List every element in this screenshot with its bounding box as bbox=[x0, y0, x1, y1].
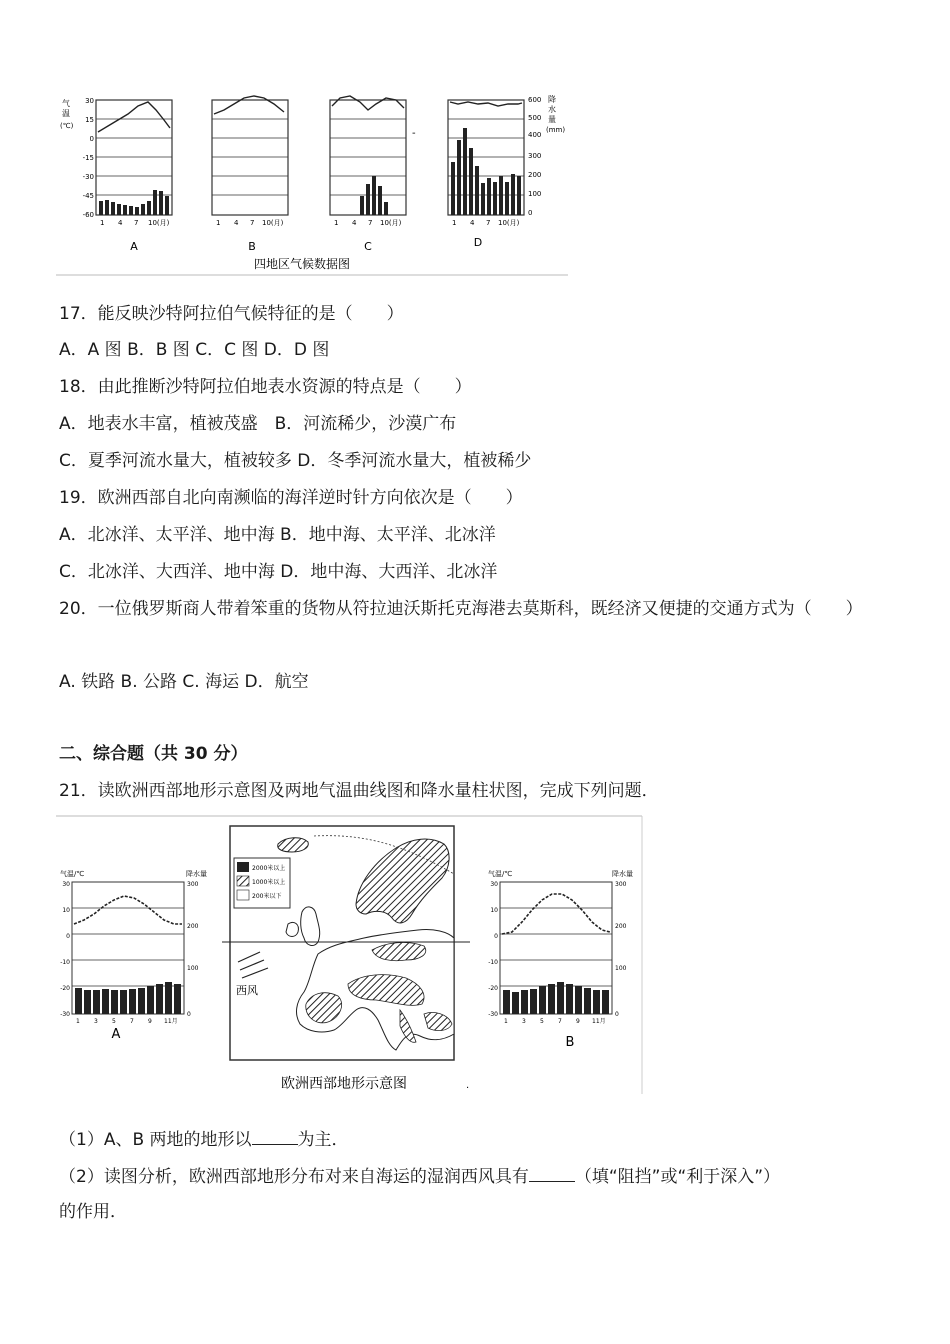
svg-text:200: 200 bbox=[187, 923, 199, 930]
svg-text:10(月): 10(月) bbox=[380, 219, 402, 227]
left-axis-title-char: 气 bbox=[62, 99, 70, 108]
svg-text:-30: -30 bbox=[488, 1011, 498, 1018]
question-18-options-2: C．夏季河流水量大，植被较多 D．冬季河流水量大，植被稀少 bbox=[59, 451, 532, 471]
europe-figure bbox=[56, 814, 646, 1096]
svg-text:7: 7 bbox=[130, 1018, 134, 1025]
climate-panel-c bbox=[330, 96, 416, 253]
svg-text:300: 300 bbox=[187, 881, 199, 888]
temperature-curve-c bbox=[332, 96, 404, 110]
svg-text:-20: -20 bbox=[488, 985, 498, 992]
tick-m45: -45 bbox=[82, 192, 94, 200]
temperature-curve-d bbox=[450, 102, 522, 106]
right-axis-title-char: 降 bbox=[548, 95, 556, 104]
month-ticks-a bbox=[100, 219, 170, 227]
svg-text:10(月): 10(月) bbox=[498, 219, 520, 227]
left-axis-title-unit: (℃) bbox=[60, 122, 74, 130]
month-ticks-c bbox=[334, 219, 402, 227]
svg-text:1: 1 bbox=[504, 1018, 508, 1025]
right-axis-title-char: 水 bbox=[548, 105, 556, 114]
caption-dot: . bbox=[466, 1080, 470, 1091]
svg-text:气温/℃: 气温/℃ bbox=[488, 870, 513, 878]
map-caption: 欧洲西部地形示意图 bbox=[281, 1076, 407, 1092]
tick-30: 30 bbox=[85, 97, 94, 105]
svg-text:400: 400 bbox=[528, 131, 542, 139]
climate-data-figure bbox=[56, 88, 572, 278]
svg-text:7: 7 bbox=[486, 219, 491, 227]
question-19-options-2: C．北冰洋、大西洋、地中海 D．地中海、大西洋、北冰洋 bbox=[59, 562, 498, 582]
svg-text:7: 7 bbox=[368, 219, 373, 227]
chart-label-b: B bbox=[565, 1035, 575, 1050]
svg-text:10: 10 bbox=[62, 907, 70, 914]
sub-question-2-line2: 的作用． bbox=[59, 1202, 127, 1222]
precip-bars-b bbox=[503, 982, 609, 1014]
panel-label-a: A bbox=[130, 240, 138, 253]
svg-text:30: 30 bbox=[62, 881, 70, 888]
legend-item-1: 2000米以上 bbox=[252, 865, 286, 872]
svg-text:5: 5 bbox=[540, 1018, 544, 1025]
europe-terrain-map bbox=[222, 826, 470, 1092]
sub-question-1 bbox=[59, 1126, 349, 1152]
svg-text:100: 100 bbox=[615, 965, 627, 972]
svg-text:0: 0 bbox=[66, 933, 70, 940]
temp-curve-a bbox=[74, 896, 182, 924]
sub-question-2-suffix: （填“阻挡”或“利于深入”） bbox=[574, 1167, 781, 1187]
svg-text:1: 1 bbox=[452, 219, 457, 227]
question-19-options-1: A．北冰洋、太平洋、地中海 B．地中海、太平洋、北冰洋 bbox=[59, 525, 496, 545]
svg-text:100: 100 bbox=[528, 190, 542, 198]
precipitation-bars-c bbox=[360, 176, 388, 215]
svg-text:200: 200 bbox=[528, 171, 542, 179]
left-axis-title-char: 温 bbox=[62, 109, 70, 118]
chart-label-a: A bbox=[111, 1027, 121, 1042]
svg-text:-20: -20 bbox=[60, 985, 70, 992]
question-21-stem: 21．读欧洲西部地形示意图及两地气温曲线图和降水量柱状图，完成下列问题． bbox=[59, 781, 659, 801]
tick-m15: -15 bbox=[82, 154, 94, 162]
temperature-curve-b bbox=[214, 96, 284, 114]
legend-item-2: 1000米以上 bbox=[252, 879, 286, 886]
svg-text:11月: 11月 bbox=[592, 1018, 606, 1025]
question-20-options: A. 铁路 B. 公路 C. 海运 D．航空 bbox=[59, 672, 309, 692]
svg-text:100: 100 bbox=[187, 965, 199, 972]
precip-bars-a bbox=[75, 982, 181, 1014]
right-axis-title-unit: (mm) bbox=[546, 126, 566, 134]
svg-text:4: 4 bbox=[118, 219, 123, 227]
map-ireland bbox=[286, 922, 298, 936]
panel-label-d: D bbox=[473, 236, 483, 249]
section-2-title: 二、综合题（共 30 分） bbox=[59, 744, 248, 764]
svg-text:11月: 11月 bbox=[164, 1018, 178, 1025]
svg-text:5: 5 bbox=[112, 1018, 116, 1025]
question-18-options-1: A．地表水丰富，植被茂盛 B．河流稀少，沙漠广布 bbox=[59, 414, 457, 434]
svg-text:降水量: 降水量 bbox=[612, 870, 633, 878]
answer-blank-2[interactable] bbox=[529, 1163, 575, 1182]
svg-text:10(月): 10(月) bbox=[148, 219, 170, 227]
svg-text:4: 4 bbox=[352, 219, 357, 227]
svg-text:1: 1 bbox=[76, 1018, 80, 1025]
question-17-options: A．A 图 B．B 图 C．C 图 D．D 图 bbox=[59, 340, 330, 360]
svg-text:300: 300 bbox=[528, 152, 542, 160]
month-ticks-d bbox=[452, 219, 520, 227]
svg-text:1: 1 bbox=[334, 219, 339, 227]
temperature-curve-a bbox=[98, 102, 170, 132]
sub-question-1-suffix: 为主． bbox=[297, 1130, 349, 1150]
svg-text:300: 300 bbox=[615, 881, 627, 888]
svg-text:7: 7 bbox=[250, 219, 255, 227]
climate-chart-b bbox=[488, 869, 633, 1050]
precipitation-bars-d bbox=[451, 128, 521, 215]
svg-text:1: 1 bbox=[216, 219, 221, 227]
svg-text:3: 3 bbox=[94, 1018, 98, 1025]
svg-text:降水量: 降水量 bbox=[186, 870, 207, 878]
left-axis-ticks bbox=[83, 97, 94, 219]
temp-curve-b bbox=[502, 894, 610, 934]
climate-panel-b bbox=[212, 96, 288, 253]
svg-text:-30: -30 bbox=[60, 1011, 70, 1018]
answer-blank-1[interactable] bbox=[252, 1126, 298, 1145]
svg-text:3: 3 bbox=[522, 1018, 526, 1025]
question-17-stem: 17．能反映沙特阿拉伯气候特征的是（ ） bbox=[59, 304, 404, 324]
tick-0: 0 bbox=[89, 135, 94, 143]
svg-text:7: 7 bbox=[558, 1018, 562, 1025]
svg-text:1: 1 bbox=[100, 219, 105, 227]
sub-question-1-text: （1）A、B 两地的地形以 bbox=[59, 1130, 252, 1150]
svg-text:9: 9 bbox=[148, 1018, 152, 1025]
climate-panel-a bbox=[96, 100, 172, 253]
tick-m60: -60 bbox=[82, 211, 94, 219]
svg-text:-10: -10 bbox=[488, 959, 498, 966]
svg-text:30: 30 bbox=[490, 881, 498, 888]
svg-text:0: 0 bbox=[615, 1011, 619, 1018]
svg-text:600: 600 bbox=[528, 96, 542, 104]
svg-text:10(月): 10(月) bbox=[262, 219, 284, 227]
svg-text:4: 4 bbox=[470, 219, 475, 227]
svg-text:4: 4 bbox=[234, 219, 239, 227]
question-18-stem: 18．由此推断沙特阿拉伯地表水资源的特点是（ ） bbox=[59, 377, 472, 397]
svg-text:0: 0 bbox=[494, 933, 498, 940]
legend-item-3: 200米以下 bbox=[252, 893, 282, 900]
tick-m30: -30 bbox=[82, 173, 94, 181]
climate-panel-d bbox=[448, 100, 524, 249]
right-axis-ticks bbox=[528, 96, 541, 217]
month-ticks-b bbox=[216, 219, 284, 227]
stray-mark: - bbox=[412, 128, 416, 139]
precipitation-bars-a bbox=[99, 190, 169, 215]
svg-text:-10: -10 bbox=[60, 959, 70, 966]
panel-label-c: C bbox=[364, 240, 372, 253]
svg-text:0: 0 bbox=[187, 1011, 191, 1018]
svg-text:500: 500 bbox=[528, 114, 542, 122]
climate-chart-a bbox=[60, 869, 207, 1042]
svg-text:200: 200 bbox=[615, 923, 627, 930]
map-label-westerlies: 西风 bbox=[236, 984, 258, 997]
svg-text:0: 0 bbox=[528, 209, 533, 217]
map-legend bbox=[234, 858, 290, 908]
svg-text:10: 10 bbox=[490, 907, 498, 914]
sub-question-2-text: （2）读图分析，欧洲西部地形分布对来自海运的湿润西风具有 bbox=[59, 1167, 529, 1187]
right-axis-title-char: 量 bbox=[548, 115, 556, 124]
sub-question-2 bbox=[59, 1163, 780, 1189]
tick-15: 15 bbox=[85, 116, 94, 124]
climate-figure-caption: 四地区气候数据图 bbox=[253, 257, 351, 271]
svg-text:7: 7 bbox=[134, 219, 139, 227]
panel-label-b: B bbox=[248, 240, 256, 253]
svg-text:气温/℃: 气温/℃ bbox=[60, 870, 85, 878]
question-19-stem: 19．欧洲西部自北向南濒临的海洋逆时针方向依次是（ ） bbox=[59, 488, 523, 508]
svg-text:9: 9 bbox=[576, 1018, 580, 1025]
question-20-stem: 20．一位俄罗斯商人带着笨重的货物从符拉迪沃斯托克海港去莫斯科，既经济又便捷的交通方式为（ ） bbox=[59, 599, 863, 619]
